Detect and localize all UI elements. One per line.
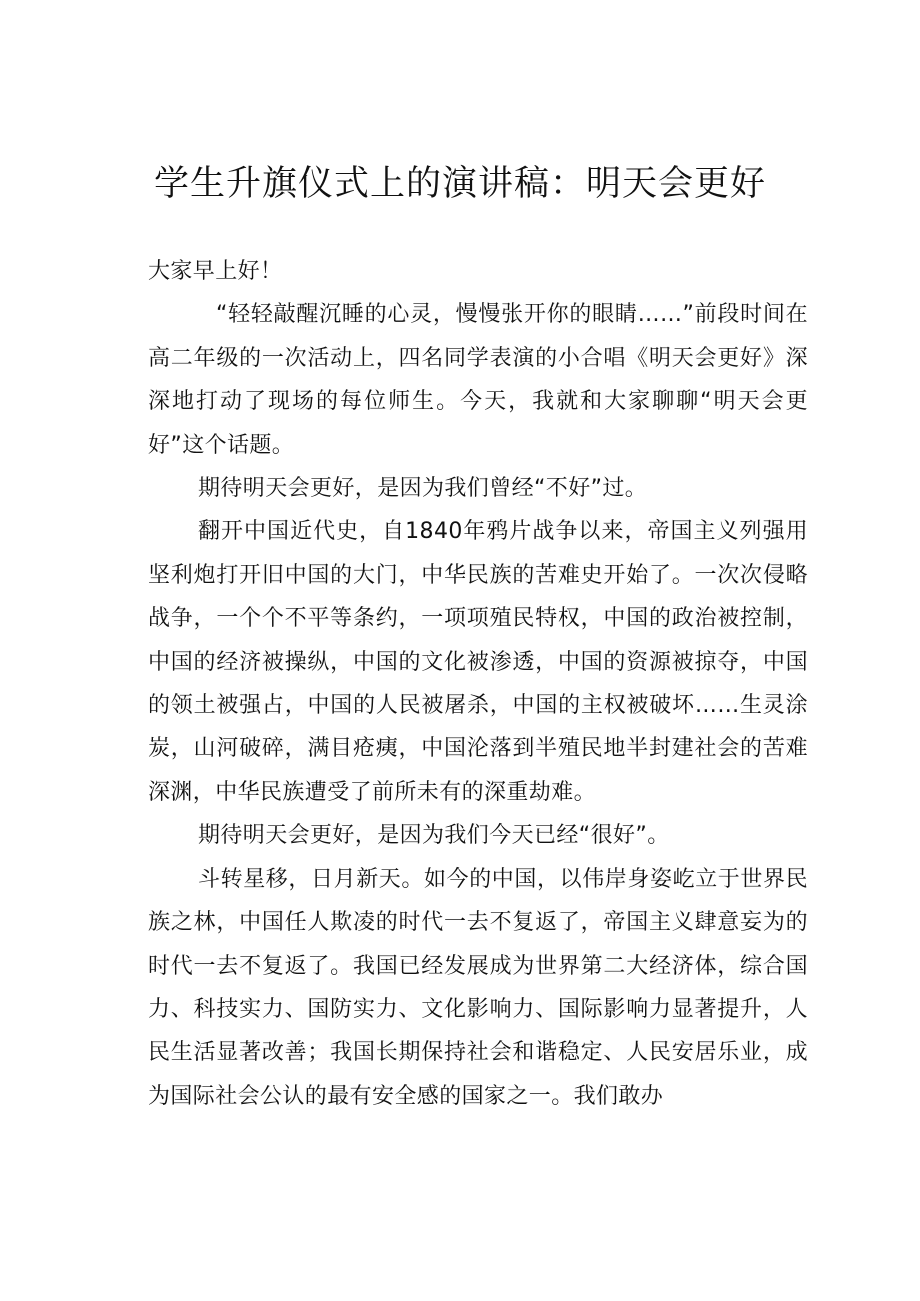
document-body: [148, 250, 808, 1118]
document-title: 学生升旗仪式上的演讲稿：明天会更好: [153, 164, 766, 204]
paragraph: 翻开中国近代史，自1840年鸦片战争以来，帝国主义列强用坚利炮打开旧中国的大门，中华民族的苦难史开始了。一次次侵略战争，一个个不平等条约，一项项殖民特权，中国的政治被控制，中国的经济被操纵，中国的文化被渗透，中国的资源被掠夺，中国的领土被强占，中国的人民被屠杀，中国的主权被破坏……生灵涂炭，山河破碎，满目疮痍，中国沦落到半殖民地半封建社会的苦难深渊，中华民族遭受了前所未有的深重劫难。: [148, 519, 808, 805]
paragraph: 期待明天会更好，是因为我们今天已经“很好”。: [198, 823, 670, 849]
paragraph: “轻轻敲醒沉睡的心灵，慢慢张开你的眼睛……”前段时间在高二年级的一次活动上，四名同学表演的小合唱《明天会更好》深深地打动了现场的每位师生。今天，我就和大家聊聊“明天会更好”这个话题。: [148, 302, 808, 458]
greeting-line: 大家早上好！: [148, 259, 283, 284]
paragraph: 期待明天会更好，是因为我们曾经“不好”过。: [198, 476, 648, 502]
paragraph: 斗转星移，日月新天。如今的中国，以伟岸身姿屹立于世界民族之林，中国任人欺凌的时代一去不复返了，帝国主义肆意妄为的时代一去不复返了。我国已经发展成为世界第二大经济体，综合国力、科技实力、国防实力、文化影响力、国际影响力显著提升，人民生活显著改善；我国长期保持社会和谐稳定、人民安居乐业，成为国际社会公认的最有安全感的国家之一。我们敢办: [148, 866, 808, 1109]
